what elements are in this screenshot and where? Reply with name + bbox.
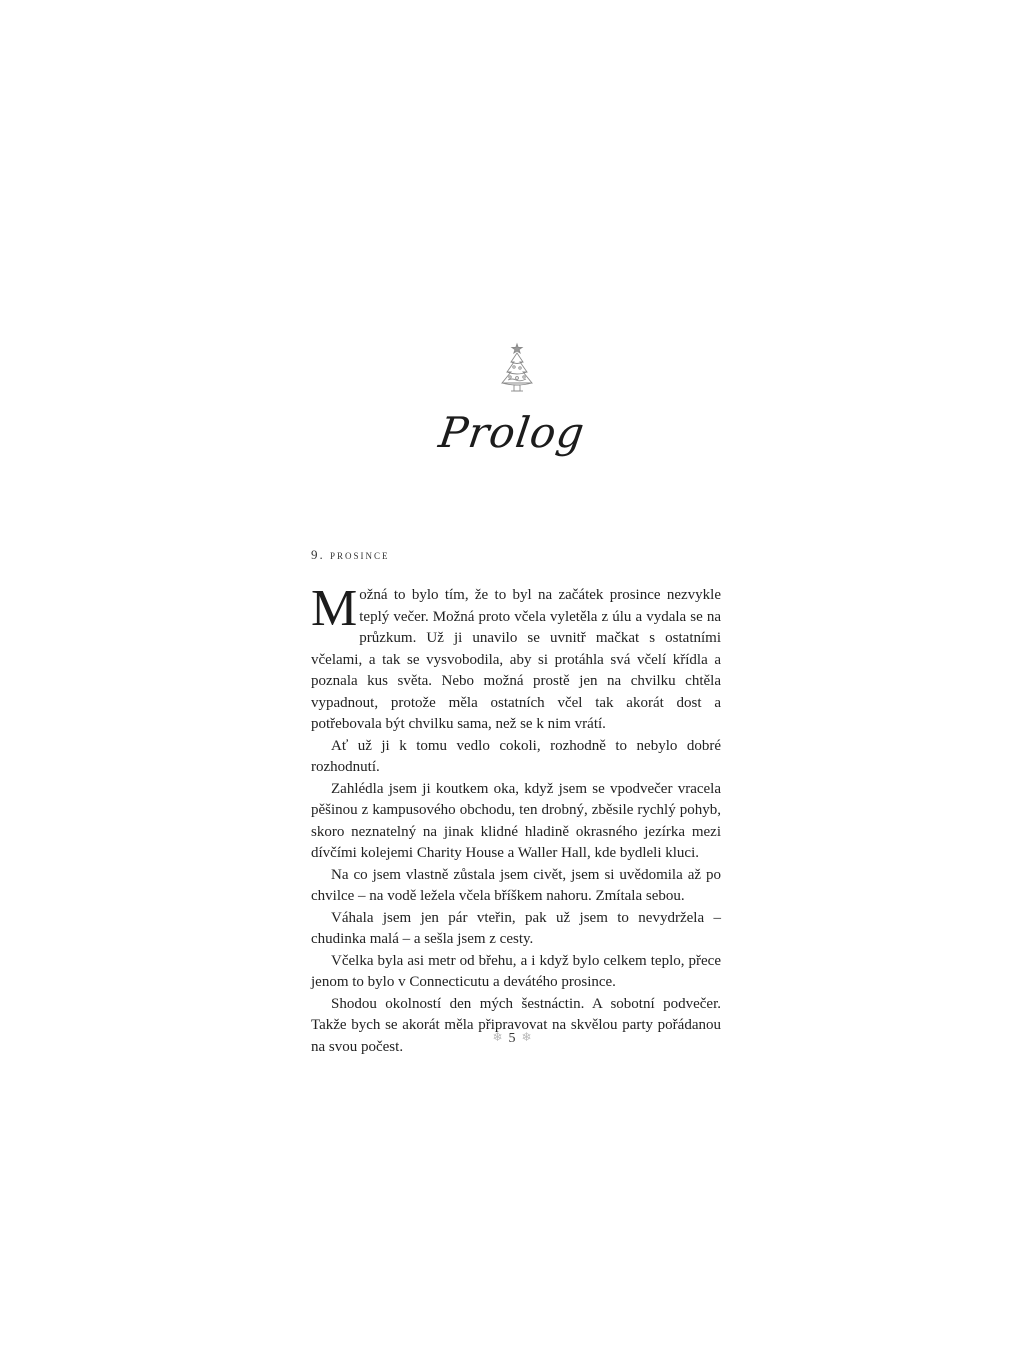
snowflake-icon: ❄ [492, 1030, 503, 1044]
paragraph: Ať už ji k tomu vedlo cokoli, rozhodně to nebylo dobré rozhodnutí. [311, 737, 721, 775]
paragraph-text: ožná to bylo tím, že to byl na začátek prosince nezvykle teplý večer. Možná proto včela vyletěla z úlu a vydala se na průzkum. Už ji unavilo se uvnitř mačkat s ostatními včelami, a tak se vysvobodila, aby si protáhla svá včelí křídla a poznala kus světa. Nebo možná prostě jen na chvilku chtěla vypadnout, protože měla ostatních včel tak akorát dost a potřebovala být chvilku sama, než se k nim vrátí. [311, 587, 721, 732]
paragraph: Zahlédla jsem ji koutkem oka, když jsem se vpodvečer vracela pěšinou z kampusového obchodu, ten drobný, zběsile rychlý pohyb, skoro neznatelný na jinak klidné hladině okrasného jezírka mezi dívčími kolejemi Charity House a Waller Hall, kde bydleli kluci. [311, 780, 721, 861]
body-text [311, 580, 721, 1058]
chapter-title: Prolog [435, 408, 589, 457]
drop-cap: M [311, 580, 358, 637]
snowflake-icon: ❄ [521, 1030, 532, 1044]
paragraph: Na co jsem vlastně zůstala jsem civět, jsem si uvědomila až po chvilce – na vodě ležela včela bříškem nahoru. Zmítala sebou. [311, 866, 721, 904]
christmas-tree-icon [492, 342, 542, 396]
paragraph: Shodou okolností den mých šestnáctin. A sobotní podvečer. Takže bych se akorát měla připravovat na skvělou party pořádanou na svou počest. [311, 995, 721, 1055]
page-number: 5 [508, 1031, 516, 1046]
chapter-dateline: 9. prosince [311, 547, 390, 562]
paragraph [311, 580, 721, 736]
paragraph: Včelka byla asi metr od břehu, a i když bylo celkem teplo, přece jenom to bylo v Connecticutu a devátého prosince. [311, 952, 721, 990]
paragraph: Váhala jsem jen pár vteřin, pak už jsem to nevydržela – chudinka malá – a sešla jsem z cesty. [311, 909, 721, 947]
page-footer [0, 1030, 1024, 1047]
